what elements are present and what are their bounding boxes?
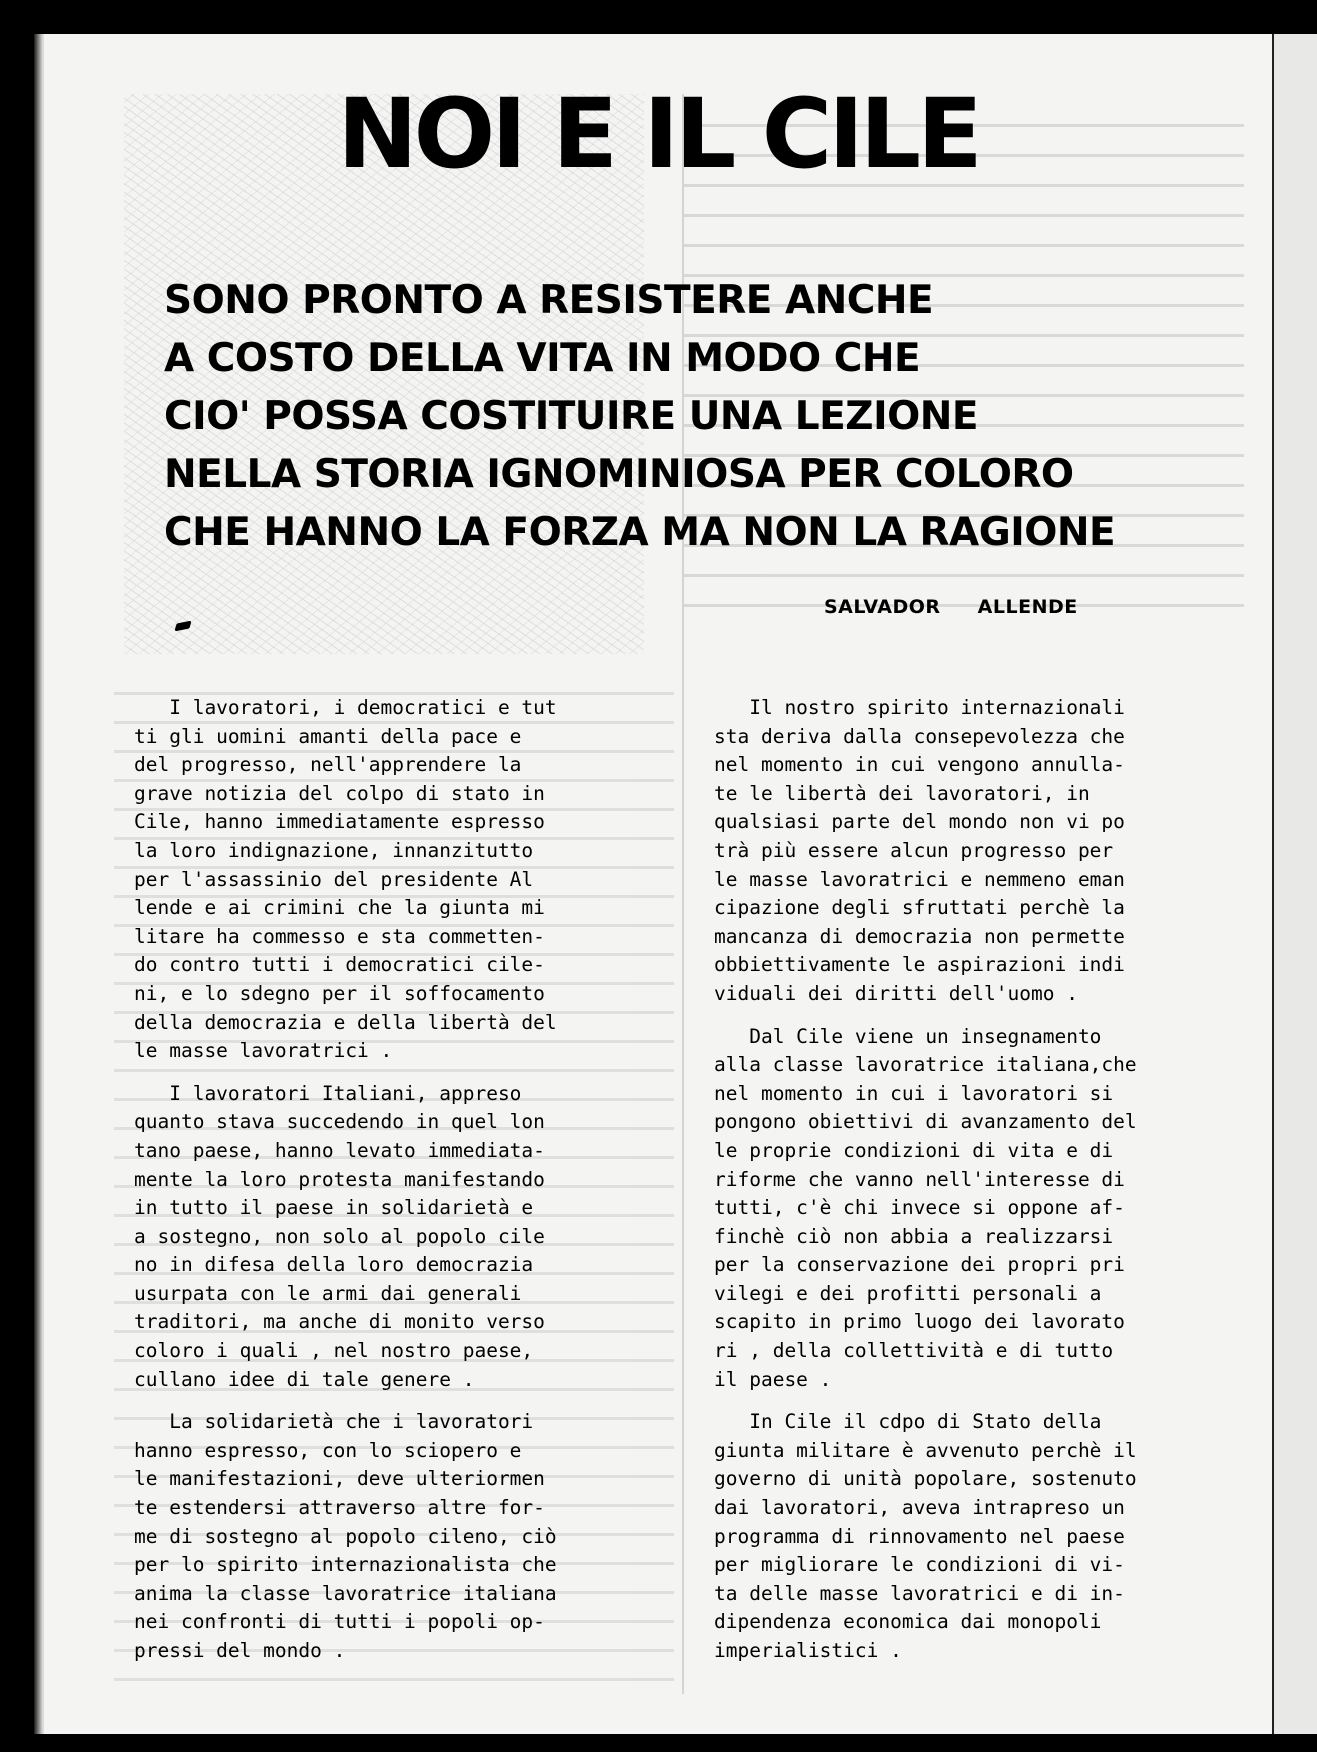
text-line: le manifestazioni, deve ulteriormen: [134, 1467, 545, 1491]
text-line: per lo spirito internazionalista che: [134, 1553, 557, 1577]
text-line: nel momento in cui i lavoratori si: [714, 1081, 1114, 1105]
quote-line: SONO PRONTO A RESISTERE ANCHE: [164, 278, 934, 323]
text-line: alla classe lavoratrice italiana,che: [714, 1053, 1137, 1077]
text-line: riforme che vanno nell'interesse di: [714, 1167, 1125, 1191]
text-line: scapito in primo luogo dei lavorato: [714, 1310, 1125, 1334]
text-line: mancanza di democrazia non permette: [714, 924, 1125, 948]
text-line: lende e ai crimini che la giunta mi: [134, 896, 545, 920]
text-line: il paese .: [714, 1367, 832, 1391]
text-line: grave notizia del colpo di stato in: [134, 781, 545, 805]
paragraph: [134, 694, 664, 1066]
text-line: nei confronti di tutti i popoli op-: [134, 1610, 545, 1634]
text-line: pongono obiettivi di avanzamento del: [714, 1110, 1137, 1134]
text-line: tutti, c'è chi invece si oppone af-: [714, 1196, 1125, 1220]
text-line: governo di unità popolare, sostenuto: [714, 1467, 1137, 1491]
text-line: no in difesa della loro democrazia: [134, 1253, 534, 1277]
text-line: Il nostro spirito internazionali: [714, 696, 1125, 719]
text-line: nel momento in cui vengono annulla-: [714, 753, 1125, 777]
text-line: te estendersi attraverso altre for-: [134, 1496, 545, 1520]
quote-line: NELLA STORIA IGNOMINIOSA PER COLORO: [164, 452, 1074, 497]
text-line: litare ha commesso e sta commetten-: [134, 924, 545, 948]
right-column: [714, 694, 1254, 1666]
text-line: pressi del mondo .: [134, 1639, 346, 1662]
text-line: La solidarietà che i lavoratori: [134, 1410, 534, 1434]
paragraph: [134, 1080, 664, 1395]
text-line: in tutto il paese in solidarietà e: [134, 1196, 534, 1220]
text-line: della democrazia e della libertà del: [134, 1010, 557, 1034]
text-line: I lavoratori Italiani, appreso: [134, 1081, 522, 1105]
document-page: [44, 34, 1272, 1734]
text-line: obbiettivamente le aspirazioni indi: [714, 953, 1125, 977]
paragraph: [714, 1408, 1254, 1665]
text-line: do contro tutti i democratici cile-: [134, 953, 545, 977]
text-line: a sostegno, non solo al popolo cile: [134, 1224, 545, 1248]
quote-line: CIO' POSSA COSTITUIRE UNA LEZIONE: [164, 394, 979, 439]
paragraph-gap: [714, 1009, 1254, 1023]
quote-author: SALVADOR ALLENDE: [824, 596, 1078, 618]
text-line: le masse lavoratrici e nemmeno eman: [714, 867, 1125, 891]
text-line: Dal Cile viene un insegnamento: [714, 1024, 1102, 1048]
text-line: usurpata con le armi dai generali: [134, 1281, 522, 1305]
text-line: dipendenza economica dai monopoli: [714, 1610, 1102, 1634]
next-page-edge: [1272, 34, 1317, 1734]
text-line: le proprie condizioni di vita e di: [714, 1138, 1114, 1162]
text-line: ni, e lo sdegno per il soffocamento: [134, 981, 545, 1005]
text-line: vilegi e dei profitti personali a: [714, 1281, 1102, 1305]
text-line: per la conservazione dei propri pri: [714, 1253, 1125, 1277]
text-line: la loro indignazione, innanzitutto: [134, 838, 534, 862]
text-line: programma di rinnovamento nel paese: [714, 1524, 1125, 1548]
paragraph: [714, 694, 1254, 1009]
paragraph-gap: [714, 1394, 1254, 1408]
text-line: cullano idee di tale genere .: [134, 1367, 475, 1391]
text-line: ti gli uomini amanti della pace e: [134, 724, 522, 748]
text-line: per migliorare le condizioni di vi-: [714, 1553, 1125, 1577]
text-line: quanto stava succedendo in quel lon: [134, 1110, 545, 1134]
text-line: finchè ciò non abbia a realizzarsi: [714, 1224, 1114, 1248]
paragraph-gap: [134, 1394, 664, 1408]
paragraph: [714, 1023, 1254, 1395]
text-line: trà più essere alcun progresso per: [714, 838, 1114, 862]
quote-line: CHE HANNO LA FORZA MA NON LA RAGIONE: [164, 510, 1116, 555]
text-line: me di sostegno al popolo cileno, ciò: [134, 1524, 557, 1548]
quote-line: A COSTO DELLA VITA IN MODO CHE: [164, 336, 921, 381]
text-line: I lavoratori, i democratici e tut: [134, 696, 557, 719]
allende-quote: [164, 272, 1194, 562]
text-line: mente la loro protesta manifestando: [134, 1167, 545, 1191]
paragraph: [134, 1408, 664, 1665]
text-line: dai lavoratori, aveva intrapreso un: [714, 1496, 1125, 1520]
text-line: ri , della collettività e di tutto: [714, 1339, 1114, 1363]
text-line: coloro i quali , nel nostro paese,: [134, 1339, 534, 1363]
text-line: Cile, hanno immediatamente espresso: [134, 810, 545, 834]
page-title: NOI E IL CILE: [337, 78, 979, 190]
text-line: del progresso, nell'apprendere la: [134, 753, 522, 777]
text-line: In Cile il cdpo di Stato della: [714, 1410, 1102, 1434]
left-column: [134, 694, 664, 1666]
text-line: per l'assassinio del presidente Al: [134, 867, 534, 891]
text-line: giunta militare è avvenuto perchè il: [714, 1438, 1137, 1462]
text-line: te le libertà dei lavoratori, in: [714, 781, 1090, 805]
text-line: imperialistici .: [714, 1639, 902, 1662]
text-line: cipazione degli sfruttati perchè la: [714, 896, 1125, 920]
text-line: anima la classe lavoratrice italiana: [134, 1581, 557, 1605]
text-line: qualsiasi parte del mondo non vi po: [714, 810, 1125, 834]
text-line: viduali dei diritti dell'uomo .: [714, 981, 1078, 1005]
ink-mark: [174, 621, 191, 632]
text-line: tano paese, hanno levato immediata-: [134, 1138, 545, 1162]
paragraph-gap: [134, 1066, 664, 1080]
text-line: sta deriva dalla consepevolezza che: [714, 724, 1125, 748]
text-line: traditori, ma anche di monito verso: [134, 1310, 545, 1334]
text-line: ta delle masse lavoratrici e di in-: [714, 1581, 1125, 1605]
text-line: hanno espresso, con lo sciopero e: [134, 1438, 522, 1462]
text-line: le masse lavoratrici .: [134, 1039, 393, 1063]
